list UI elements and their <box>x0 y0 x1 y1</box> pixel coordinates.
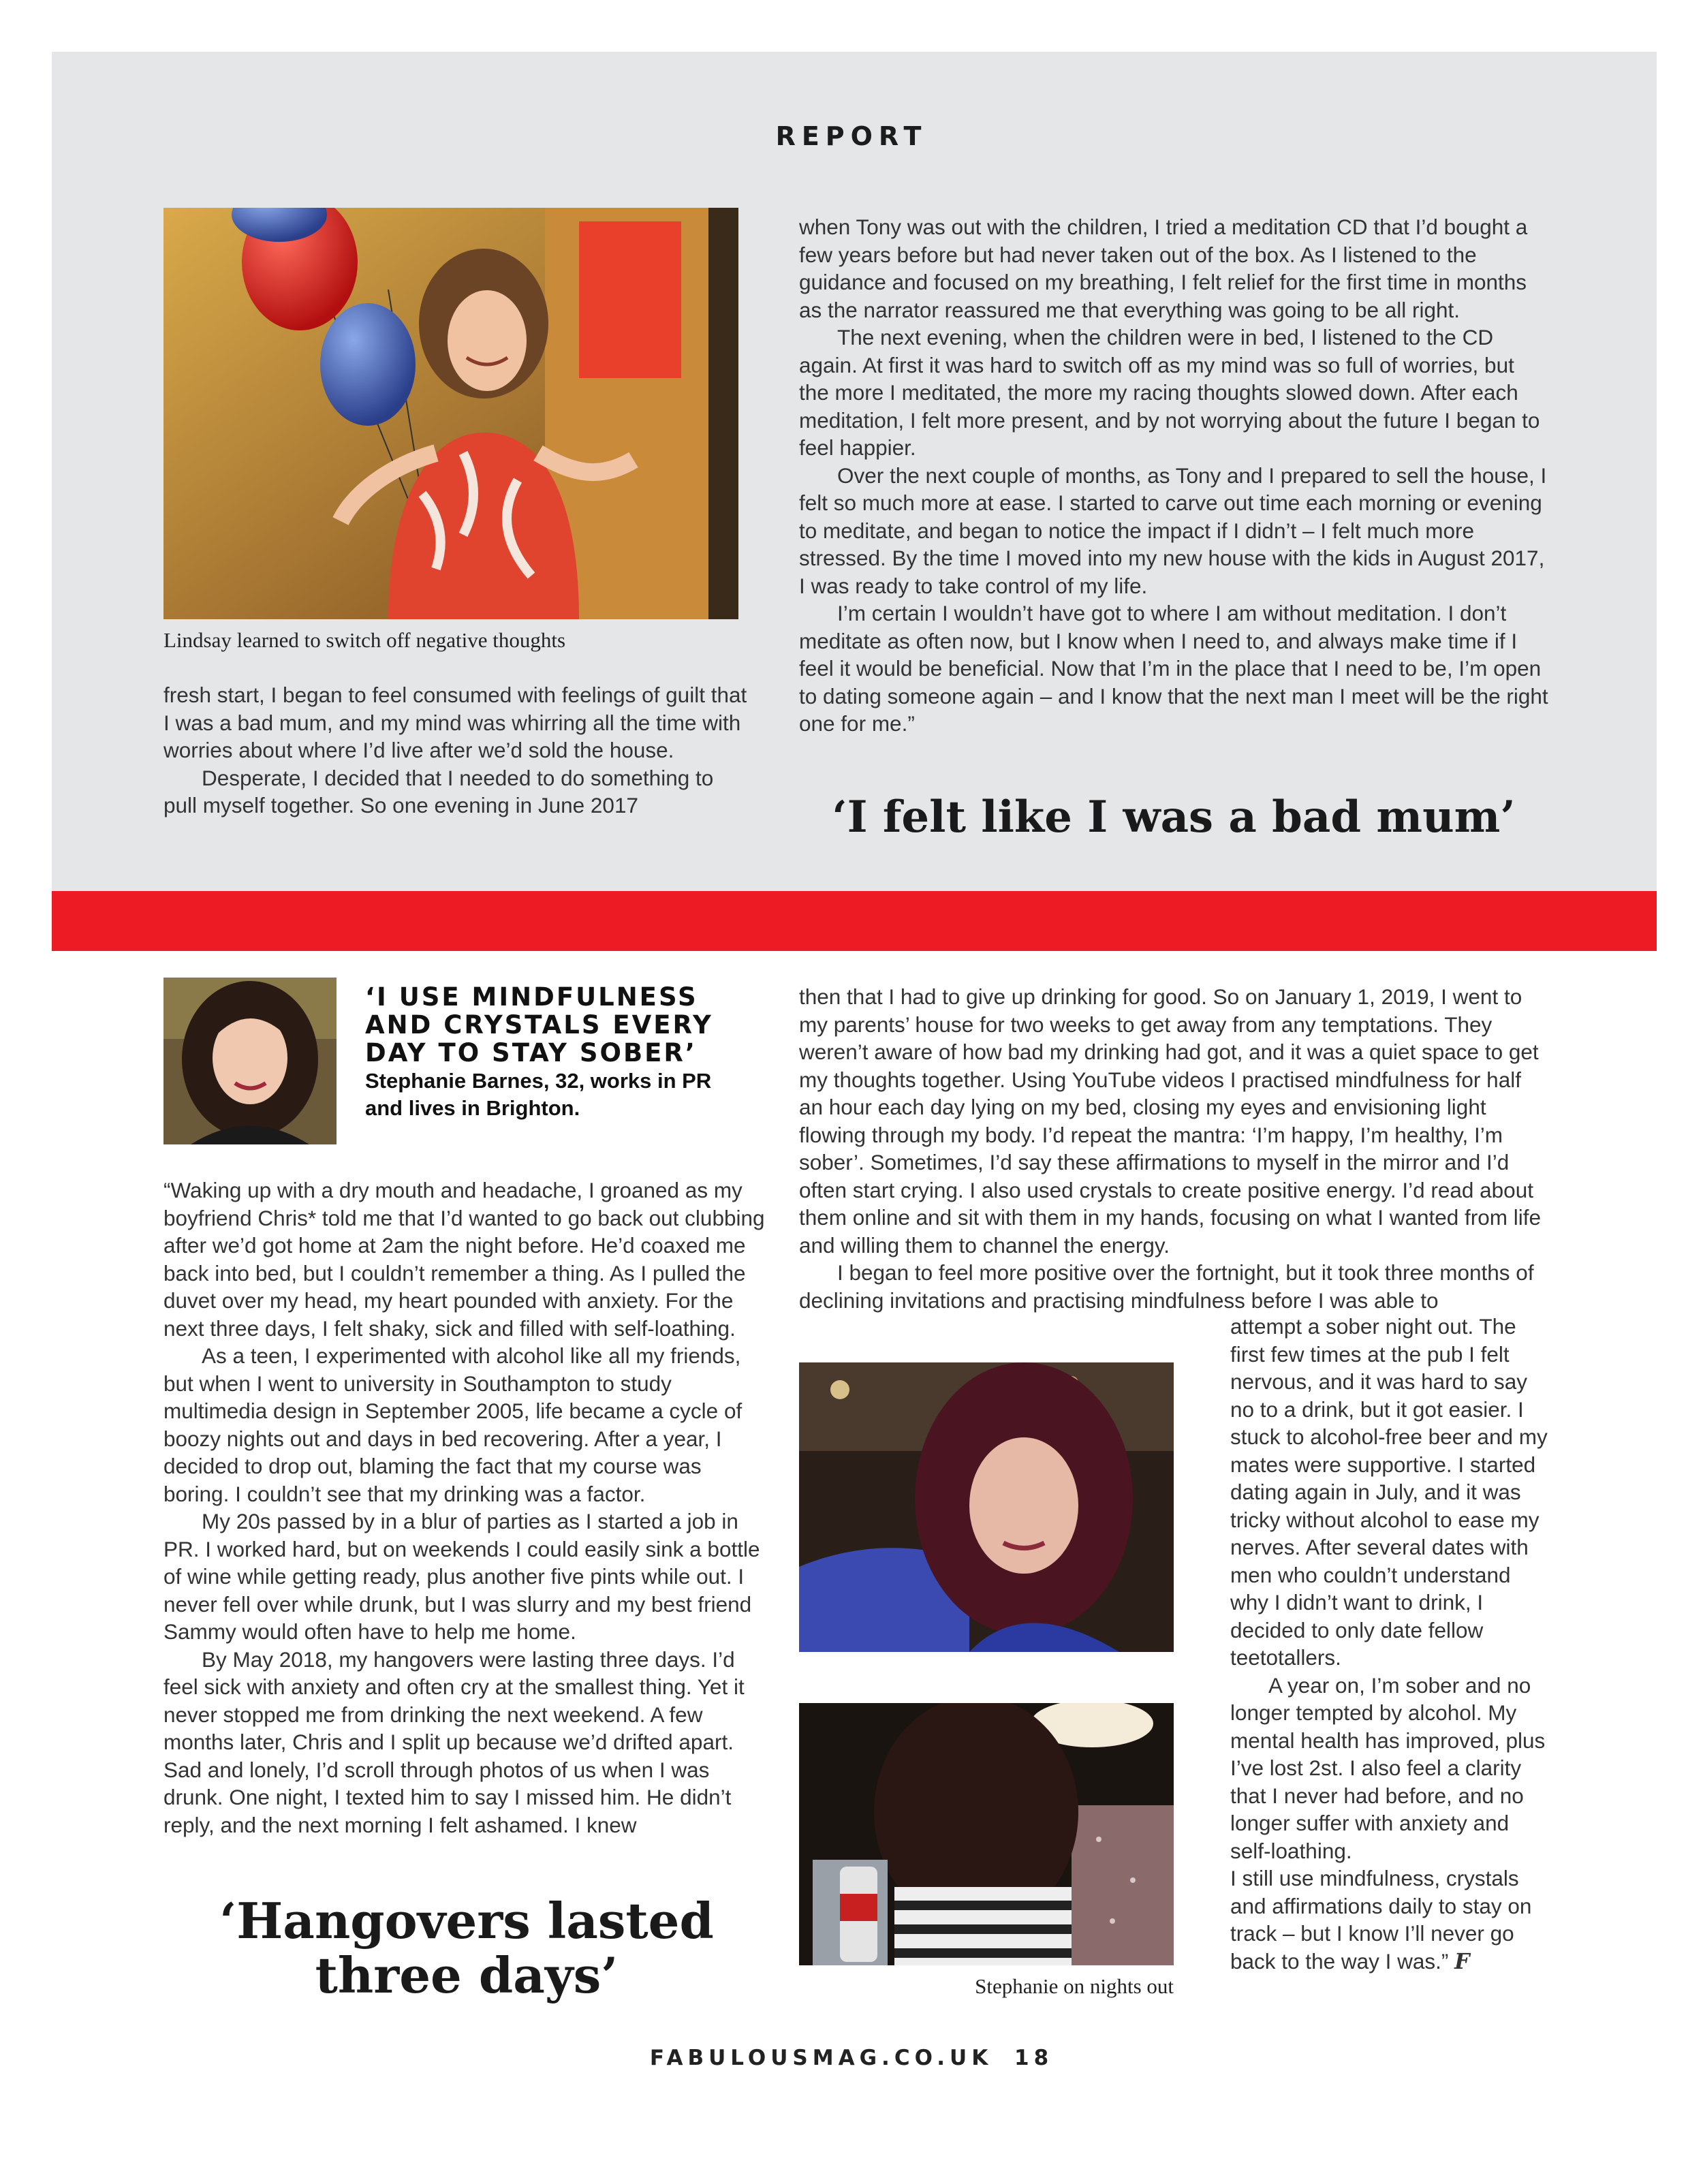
fabulous-signoff-icon: F <box>1454 1948 1470 1974</box>
footer-page-number: 18 <box>1014 2046 1054 2070</box>
paragraph: By May 2018, my hangovers were lasting three days. I’d feel sick with anxiety and often cry at the smallest thing. Yet it never stopped me from drinking the next weekend. A few months later, Chris and I split up because we’d drifted apart. Sad and lonely, I’d scroll through photos of us when I was drunk. One night, I texted him to say I missed him. He didn’t reply, and the next morning I felt ashamed. I knew <box>163 1647 745 1837</box>
red-divider-band <box>52 891 1657 951</box>
lindsay-photo <box>163 208 738 619</box>
pull-quote-line: ‘Hangovers lasted <box>219 1892 714 1950</box>
paragraph: As a teen, I experimented with alcohol like all my friends, but when I went to university in Southampton to study multimedia design in September 2005, life became a cycle of boozy nights out and days in bed recovering. After a year, I decided to drop out, blaming the fact that my course was boring. I couldn’t see that my drinking was a factor. <box>163 1343 743 1506</box>
paragraph: attempt a sober night out. The first few times at the pub I felt nervous, and it was hard to say no to a drink, but it got easier. I stuck to alcohol-free beer and my mates were supportive. I started dating again in July, and it was tricky without alcohol to ease my nerves. After several dates with men who couldn’t understand why I didn’t want to drink, I decided to only date fellow teetotallers. <box>1230 1314 1548 1670</box>
stephanie-portrait <box>163 978 337 1144</box>
lindsay-photo-caption: Lindsay learned to switch off negative thoughts <box>163 628 566 652</box>
footer-site: FABULOUSMAG.CO.UK <box>649 2046 993 2070</box>
closing-text: I still use mindfulness, crystals and affirmations daily to stay on track – but I know I’ll never go back to the way I was.” <box>1230 1866 1532 1974</box>
paragraph: “Waking up with a dry mouth and headache, I groaned as my boyfriend Chris* told me that I’d wanted to go back out clubbing after we’d got home at 2am the night before. He’d coaxed me back into bed, but I couldn’t remember a thing. As I pulled the duvet over my head, my heart pounded with anxiety. For the next three days, I felt shaky, sick and filled with self-loathing. <box>163 1178 765 1341</box>
night-photo-1-illustration <box>799 1362 1174 1652</box>
lindsay-photo-illustration <box>163 208 738 619</box>
top-left-column <box>163 681 753 820</box>
paragraph: Desperate, I decided that I needed to do something to pull myself together. So one evening in June 2017 <box>163 765 714 817</box>
paragraph: then that I had to give up drinking for good. So on January 1, 2019, I went to my parents’ house for two weeks to get away from any temptations. They weren’t aware of how bad my drinking had got, and it was a quiet space to get my thoughts together. Using YouTube videos I practised mindfulness for half an hour each day lying on my bed, closing my eyes and envisioning light flowing through my body. I’d repeat the mantra: ‘I’m happy, I’m healthy, I’m sober’. Sometimes, I’d say these affirmations to myself in the mirror and I’d often start crying. I also used crystals to create positive energy. I’d read about them online and sit with them in my hands, focusing on what I wanted from life and willing them to channel the energy. <box>799 984 1542 1258</box>
story-headline: ‘I USE MINDFULNESS AND CRYSTALS EVERY DAY TO STAY SOBER’ <box>365 982 713 1067</box>
story-byline: Stephanie Barnes, 32, works in PR and lives in Brighton. <box>365 1069 712 1120</box>
paragraph: A year on, I’m sober and no longer tempted by alcohol. My mental health has improved, plus I’ve lost 2st. I also feel a clarity that I never had before, and no longer suffer with anxiety and self-loathing. <box>1230 1672 1546 1863</box>
stephanie-night-photo-1 <box>799 1362 1174 1652</box>
paragraph: The next evening, when the children were in bed, I listened to the CD again. At first it was hard to switch off as my mind was so full of worries, but the more I meditated, the more my racing thoughts slowed down. After each meditation, I felt more present, and by not worrying about the future I began to feel happier. <box>799 325 1540 460</box>
paragraph: Over the next couple of months, as Tony and I prepared to sell the house, I felt so much more at ease. I started to carve out time each morning or evening to meditate, and began to notice the impact if I didn’t – I felt much more stressed. By the time I moved into my new house with the kids in August 2017, I was ready to take control of my life. <box>799 463 1547 598</box>
pull-quote-line: three days’ <box>315 1946 619 2004</box>
stephanie-portrait-illustration <box>163 978 337 1144</box>
paragraph <box>1230 1865 1554 1976</box>
paragraph: fresh start, I began to feel consumed with feelings of guilt that I was a bad mum, and my mind was whirring all the time with worries about where I’d live after we’d sold the house. <box>163 683 747 762</box>
paragraph: I’m certain I wouldn’t have got to where I am without meditation. I don’t meditate as often now, but I know when I need to, and always make time if I feel it would be beneficial. Now that I’m in the place that I need to be, I’m open to dating someone again – and I know that the next man I meet will be the right one for me.” <box>799 601 1548 736</box>
stephanie-photos-caption: Stephanie on nights out <box>975 1974 1174 1998</box>
paragraph: I began to feel more positive over the fortnight, but it took three months of declining invitations and practising mindfulness before I was able to <box>799 1260 1534 1313</box>
stephanie-night-photo-2 <box>799 1703 1174 1965</box>
top-right-column <box>799 213 1548 738</box>
top-pull-quote: ‘I felt like I was a bad mum’ <box>832 792 1516 843</box>
night-photo-2-illustration <box>799 1703 1174 1965</box>
section-label: REPORT <box>775 121 928 151</box>
page-footer <box>0 2046 1703 2070</box>
bottom-left-column <box>163 1176 770 1839</box>
paragraph: when Tony was out with the children, I tried a meditation CD that I’d bought a few years before but had never taken out of the box. As I listened to the guidance and focused on my breathing, I felt relief for the first time in months as the narrator reassured me that everything was going to be all right. <box>799 215 1528 322</box>
bottom-pull-quote <box>163 1894 770 2003</box>
paragraph: My 20s passed by in a blur of parties as I started a job in PR. I worked hard, but on weekends I could easily sink a bottle of wine while getting ready, plus another five pints while out. I never fell over while drunk, but I was slurry and my best friend Sammy would often have to help me home. <box>163 1509 760 1644</box>
bottom-right-column <box>799 983 1548 1314</box>
bottom-narrow-column <box>1230 1313 1554 1976</box>
